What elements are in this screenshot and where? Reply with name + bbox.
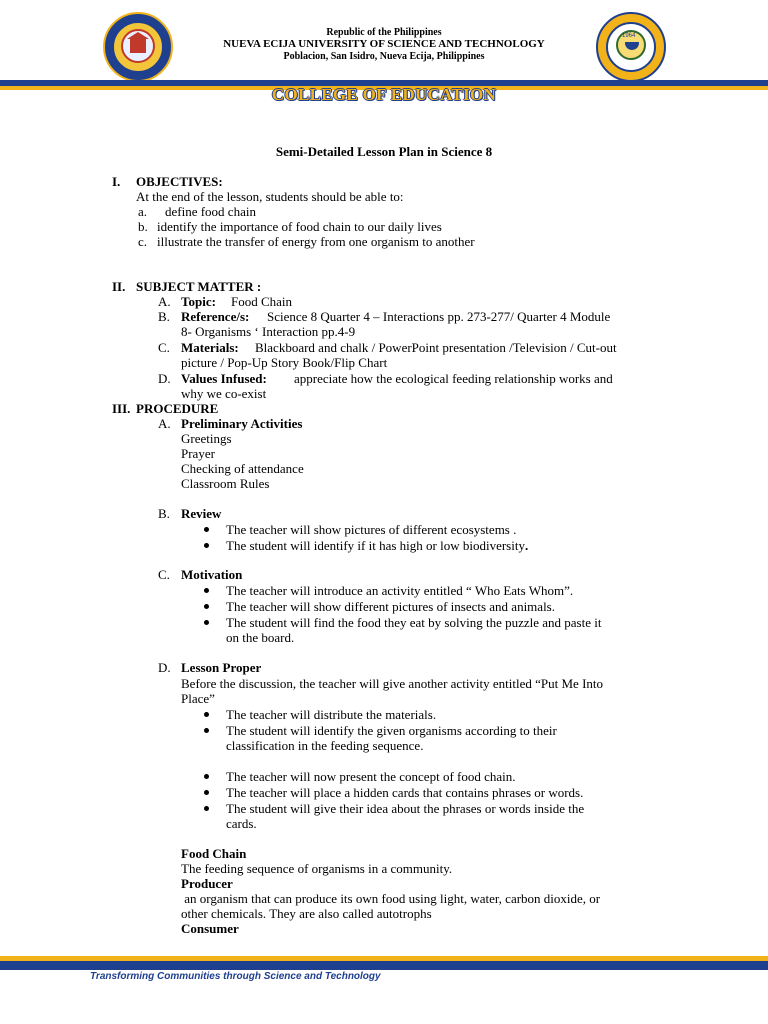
procedure-item-mark: C. [158, 567, 170, 582]
materials-value-cont: picture / Pop-Up Story Book/Flip Chart [181, 355, 388, 370]
motivation-bullet: The teacher will introduce an activity entitled “ Who Eats Whom”. [226, 583, 574, 598]
bullet-icon [204, 604, 209, 609]
lesson-bullet: The teacher will distribute the materials. [226, 707, 437, 722]
subject-matter-heading: SUBJECT MATTER : [136, 279, 262, 294]
subject-item-mark: B. [158, 309, 170, 324]
values-label: Values Infused: [181, 371, 267, 386]
footer-band-navy [0, 961, 768, 970]
section-num-objectives: I. [112, 174, 121, 189]
section-num-procedure: III. [112, 401, 131, 416]
preliminary-item: Greetings [181, 431, 232, 446]
objective-item: identify the importance of food chain to our daily lives [157, 219, 442, 234]
materials-label: Materials: [181, 340, 239, 355]
lesson-proper-intro: Before the discussion, the teacher will give another activity entitled “Put Me Into [181, 676, 604, 691]
footer-motto: Transforming Communities through Science and Technology [90, 971, 381, 982]
reference-value: Science 8 Quarter 4 – Interactions pp. 273-277/ Quarter 4 Module [267, 309, 611, 324]
reference-label: Reference/s: [181, 309, 250, 324]
lesson-bullet: The student will identify the given organisms according to their [226, 723, 557, 738]
subject-item-mark: C. [158, 340, 170, 355]
review-bullet: The student will identify if it has high or low biodiversity. [226, 538, 529, 553]
materials-value: Blackboard and chalk / PowerPoint presentation /Television / Cut-out [255, 340, 617, 355]
lesson-bullet: The student will give their idea about the phrases or words inside the [226, 801, 585, 816]
university-address: Poblacion, San Isidro, Nueva Ecija, Philippines [283, 51, 485, 62]
lesson-proper-heading: Lesson Proper [181, 660, 262, 675]
seal-year: 1964 [622, 33, 636, 39]
definition-producer: an organism that can produce its own food using light, water, carbon dioxide, or [181, 891, 601, 906]
topic-value: Food Chain [231, 294, 293, 309]
review-bullet: The teacher will show pictures of different ecosystems . [226, 522, 517, 537]
bullet-icon [204, 588, 209, 593]
objective-item: define food chain [165, 204, 256, 219]
republic-line: Republic of the Philippines [326, 27, 442, 38]
lesson-bullet: The teacher will place a hidden cards that contains phrases or words. [226, 785, 584, 800]
motivation-bullet: The teacher will show different pictures of insects and animals. [226, 599, 555, 614]
term-producer: Producer [181, 876, 233, 891]
objective-mark: b. [138, 219, 148, 234]
reference-value-cont: 8- Organisms ‘ Interaction pp.4-9 [181, 324, 356, 339]
objective-mark: c. [138, 234, 148, 249]
bullet-icon [204, 712, 209, 717]
preliminary-heading: Preliminary Activities [181, 416, 303, 431]
preliminary-item: Classroom Rules [181, 476, 270, 491]
procedure-item-mark: B. [158, 506, 170, 521]
bullet-icon [204, 790, 209, 795]
bullet-icon [204, 543, 209, 548]
motivation-heading: Motivation [181, 567, 243, 582]
definition-food-chain: The feeding sequence of organisms in a community. [181, 861, 453, 876]
topic-label: Topic: [181, 294, 216, 309]
section-num-subject-matter: II. [112, 279, 126, 294]
objectives-intro: At the end of the lesson, students should be able to: [136, 189, 404, 204]
review-heading: Review [181, 506, 222, 521]
procedure-item-mark: A. [158, 416, 171, 431]
procedure-heading: PROCEDURE [136, 401, 219, 416]
motivation-bullet: The student will find the food they eat by solving the puzzle and paste it [226, 615, 602, 630]
subject-item-mark: D. [158, 371, 171, 386]
bullet-icon [204, 620, 209, 625]
bullet-icon [204, 806, 209, 811]
lesson-bullet-cont: classification in the feeding sequence. [226, 738, 424, 753]
objective-mark: a. [138, 204, 148, 219]
subject-item-mark: A. [158, 294, 171, 309]
preliminary-item: Checking of attendance [181, 461, 304, 476]
definition-producer-cont: other chemicals. They are also called autotrophs [181, 906, 432, 921]
objective-item: illustrate the transfer of energy from one organism to another [157, 234, 475, 249]
lesson-bullet: The teacher will now present the concept of food chain. [226, 769, 516, 784]
lesson-bullet-cont: cards. [226, 816, 257, 831]
lesson-plan-title: Semi-Detailed Lesson Plan in Science 8 [275, 144, 493, 159]
objectives-heading: OBJECTIVES: [136, 174, 223, 189]
bullet-icon [204, 728, 209, 733]
bullet-icon [204, 527, 209, 532]
university-name: NUEVA ECIJA UNIVERSITY OF SCIENCE AND TECHNOLOGY [223, 38, 545, 50]
term-consumer: Consumer [181, 921, 239, 936]
procedure-item-mark: D. [158, 660, 171, 675]
values-value: appreciate how the ecological feeding relationship works and [294, 371, 613, 386]
motivation-bullet-cont: on the board. [226, 630, 295, 645]
preliminary-item: Prayer [181, 446, 215, 461]
term-food-chain: Food Chain [181, 846, 247, 861]
values-value-cont: why we co-exist [181, 386, 267, 401]
bullet-icon [204, 774, 209, 779]
lesson-proper-intro-cont: Place” [181, 691, 215, 706]
college-name: COLLEGE OF EDUCATION [271, 85, 497, 104]
